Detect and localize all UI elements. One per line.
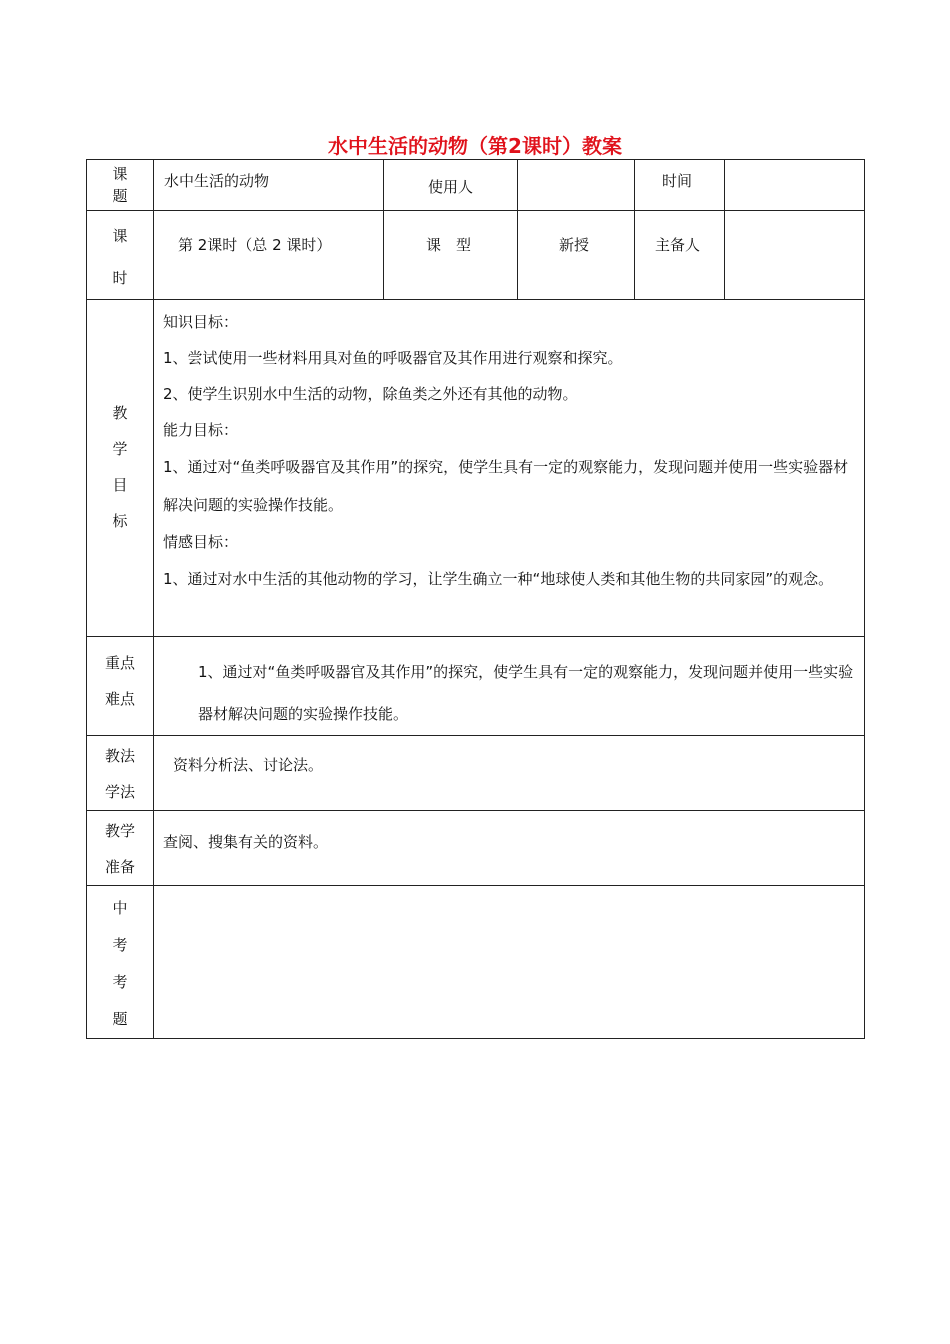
preparation-text: 查阅、搜集有关的资料。 — [163, 833, 329, 851]
type-value: 新授 — [559, 236, 590, 254]
topic-value-cell — [154, 160, 384, 211]
period-label-char: 时 — [112, 269, 128, 287]
topic-label-char: 题 — [112, 187, 128, 205]
preparation-label-line: 教学 — [104, 822, 135, 840]
exam-label-char: 题 — [112, 1010, 128, 1028]
topic-label-char: 课 — [112, 165, 128, 183]
exam-label-char: 考 — [112, 973, 128, 991]
period-label-cell — [87, 211, 154, 300]
preparation-content-cell — [154, 811, 865, 886]
lesson-plan-table — [86, 159, 865, 1039]
methods-label-line: 学法 — [104, 783, 135, 801]
objectives-line: 1、通过对水中生活的其他动物的学习，让学生确立一种“地球使人类和其他生物的共同家园”的观念。 — [163, 570, 834, 588]
period-label-char: 课 — [112, 227, 128, 245]
exam-content-cell — [154, 886, 865, 1039]
objectives-line: 2、使学生识别水中生活的动物，除鱼类之外还有其他的动物。 — [163, 385, 578, 403]
methods-text: 资料分析法、讨论法。 — [173, 756, 324, 774]
preparer-label: 主备人 — [655, 236, 701, 254]
methods-content-cell — [154, 736, 865, 811]
table-row — [87, 300, 865, 637]
objectives-line: 1、尝试使用一些材料用具对鱼的呼吸器官及其作用进行观察和探究。 — [163, 349, 623, 367]
exam-label-cell — [87, 886, 154, 1039]
table-row — [87, 736, 865, 811]
preparation-label-line: 准备 — [104, 858, 135, 876]
type-label: 课 型 — [426, 236, 472, 254]
key-points-content-cell — [154, 637, 865, 736]
objectives-heading-knowledge: 知识目标： — [163, 313, 239, 331]
methods-label-cell — [87, 736, 154, 811]
table-row — [87, 886, 865, 1039]
objectives-content-cell — [154, 300, 865, 637]
time-value-cell — [725, 160, 865, 211]
period-value: 第 2课时（总 2 课时） — [178, 236, 332, 254]
time-label: 时间 — [662, 172, 693, 190]
objectives-label-cell — [87, 300, 154, 637]
objectives-line: 1、通过对“鱼类呼吸器官及其作用”的探究，使学生具有一定的观察能力，发现问题并使用一些实验器材解决问题的实验操作技能。 — [163, 458, 849, 514]
type-label-cell — [384, 211, 518, 300]
objectives-heading-emotion: 情感目标： — [163, 533, 239, 551]
document-title: 水中生活的动物（第2课时）教案 — [328, 134, 622, 158]
table-row — [87, 211, 865, 300]
objectives-label-char: 标 — [112, 512, 128, 530]
user-label-cell — [384, 160, 518, 211]
objectives-heading-ability: 能力目标： — [163, 421, 239, 439]
type-value-cell — [518, 211, 635, 300]
table-row — [87, 160, 865, 211]
objectives-label-char: 学 — [112, 440, 128, 458]
preparer-label-cell — [635, 211, 725, 300]
exam-label-char: 中 — [112, 899, 128, 917]
key-points-label-line: 难点 — [104, 690, 135, 708]
period-value-cell — [154, 211, 384, 300]
exam-label-char: 考 — [112, 936, 128, 954]
table-row — [87, 811, 865, 886]
topic-value: 水中生活的动物 — [164, 172, 270, 190]
user-label: 使用人 — [428, 178, 474, 196]
topic-label-cell — [87, 160, 154, 211]
objectives-label-char: 目 — [112, 476, 128, 494]
preparation-label-cell — [87, 811, 154, 886]
objectives-label-char: 教 — [112, 404, 128, 422]
key-points-label-line: 重点 — [104, 654, 135, 672]
table-row — [87, 637, 865, 736]
preparer-value-cell — [725, 211, 865, 300]
methods-label-line: 教法 — [104, 747, 135, 765]
key-points-text: 1、通过对“鱼类呼吸器官及其作用”的探究，使学生具有一定的观察能力，发现问题并使用一些实验器材解决问题的实验操作技能。 — [198, 663, 854, 723]
user-value-cell — [518, 160, 635, 211]
key-points-label-cell — [87, 637, 154, 736]
time-label-cell — [635, 160, 725, 211]
